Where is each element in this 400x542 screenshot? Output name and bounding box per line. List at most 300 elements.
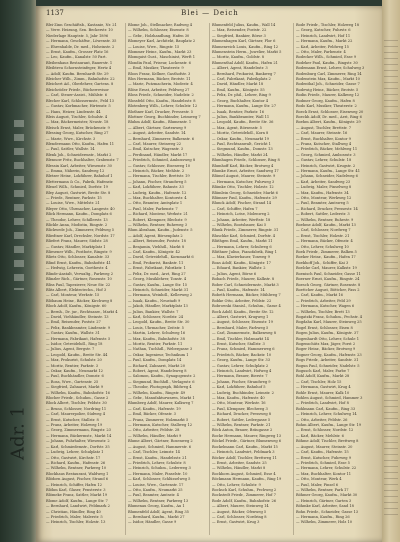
directory-entry: — Otto, Kaufm., Neumarkt 25 — [128, 487, 183, 492]
directory-entry: — Wilhelm, Bootsbauer, Kai 5 — [212, 223, 267, 228]
directory-entry: Blendermann Otto, Kaufm., Hafen 11 — [46, 141, 115, 146]
directory-entry: Blöbaum Heinr., Bäcker, Kirchweg 8 — [46, 298, 113, 303]
directory-entry: — David, Viehhändler, Steinstr. 13 — [46, 314, 109, 319]
page-number: 1137 — [46, 9, 64, 17]
directory-entry: — Heinrich, Lotse, Molenweg 2 — [212, 212, 270, 217]
directory-entry: Bogdahn Karl, Maurer, Steinweg 25 — [296, 320, 362, 325]
directory-entry: — Johann, Fischer, Strandweg 9 — [212, 379, 271, 384]
directory-entry: — Georg, Kaufm., Lange Str. 33 — [212, 358, 271, 363]
directory-entry: — Louise, Wwe., Gartenstr. 17 — [128, 482, 184, 487]
directory-entry: — Ernst, Fabrikant, Fabrikstr. 1 — [128, 266, 186, 271]
directory-entry: — Hermann, Kutscher, Stallweg 12 — [128, 423, 193, 428]
directory-entry: Bobach Friedr., Maurer, Kalkstr. 8 — [212, 277, 275, 282]
directory-entry: Blome Joh., Stellmacher, Radweg 4 — [128, 23, 193, 27]
facing-page-edge — [382, 0, 400, 542]
directory-entry: — Johann, Fuhrhalter, Wiesenstr. 2 — [46, 439, 110, 444]
directory-entry: — Heinrich, Gastwirt, Krugstr. 2 — [296, 163, 356, 168]
directory-entry: — Otto, Lehrer, Schulstr. 9 — [212, 482, 261, 487]
directory-entry: Blickle Anna, Modistin, Ringstr. 2 — [46, 223, 108, 228]
directory-entry: — Hermann, Weinhdl., Kellerweg 2 — [128, 293, 193, 298]
directory-entry: — Wilhelm, Händler, Markt 24 — [212, 152, 268, 157]
directory-entry: — Georg, Schmied, Ambossstr. 3 — [296, 152, 356, 157]
directory-entry: — Friedrich, Schmied, Ambossweg 8 — [128, 158, 196, 163]
directory-entry: — Ernst, Kutscher, Fuhrweg 9 — [296, 455, 352, 460]
directory-entry: — Hermann, Lehrer, Schulweg 6 — [212, 244, 272, 249]
directory-entry: Blickwede Joh., Zimmerer, Feldweg 5 — [46, 228, 115, 233]
directory-entry: — August, Bäcker, Ofenweg 5 — [212, 509, 267, 514]
directory-entry: — Ernst, Gastwirt, Krug 3 — [212, 520, 260, 525]
directory-entry: — August, Tischler, Brettstr. 7 — [296, 125, 351, 130]
directory-entry: Bockhorn August, Schmied, Esse 4 — [212, 471, 276, 476]
directory-entry: Böhme Adolf, Tischler, Brettweg 8 — [296, 439, 359, 444]
directory-entry: — Gebr., Holzhandlung, Hafen 30 — [128, 33, 190, 38]
directory-entry: — Carl, Kaufm., Hafenstr. 15 — [296, 450, 349, 455]
directory-entry: Bley August, Gastwirt, Breite Str. 8 — [46, 190, 111, 195]
directory-entry: — Isidor, Händler, Gasse 9 — [128, 520, 177, 525]
directory-entry: Bloss Friedr., Schneider, Nadelstr. 2 — [128, 93, 194, 98]
directory-entry: — Emil, Kaufm., Königstr. 55 — [212, 87, 265, 92]
directory-entry: Boerner Ernst, Kaufm., Ringstr. 24 — [296, 277, 360, 282]
directory-entry: — Salomon, Kaufm., Synagogenstr. 2 — [128, 374, 196, 379]
directory-entry: — Carl, Kaufm., Markt 16 — [296, 293, 343, 298]
directory-entry: — David, Händler, Markt 18 — [212, 82, 264, 87]
directory-entry: — Friedrich, Bäcker, Backstr. 10 — [212, 352, 272, 357]
directory-entry: — Emil, Tischler, Holzmarkt 14 — [212, 336, 269, 341]
directory-entry: — Ernst, Tischler, Holzstr. 21 — [296, 233, 350, 238]
directory-entry: Böck Anton, Brauer, Bräugasse 2 — [212, 428, 273, 433]
directory-entry: Blümner Paul, Kaufm., Hafenstr. 29 — [212, 196, 277, 200]
directory-entry: — Ludwig, Buchbinder, Leimstr. 2 — [212, 390, 274, 395]
directory-entry: — Otto, Arbeiter, Feldstr. 28 — [128, 428, 180, 433]
directory-entry: — Gebr., Manufakturwaren, Markt 1 — [128, 396, 195, 401]
directory-entry: — Ernst, Buchhalter, Kontor 9 — [296, 136, 351, 141]
directory-entry: Bohl Adolf, Kaufm., Markt 28 — [296, 374, 350, 379]
directory-entry: Bohle Ernst, Maurer, Kalk 10 — [296, 390, 350, 395]
directory-entry: — Bernhard, Landwirt, Feldmark 2 — [46, 504, 110, 509]
directory-entry: — Georg, Buchhalter, Kontor 4 — [212, 98, 269, 103]
directory-entry: — Bernhard, Maler, Farbweg 5 — [212, 325, 269, 330]
directory-entry: — Hermann, Kutscher, Fuhrweg 3 — [212, 179, 275, 184]
directory-entry: — Albert, Gastwirt, Krugweg 1 — [212, 314, 269, 319]
text-column-3 — [212, 23, 290, 538]
directory-entry: — Hermann, Gastwirt, Krug 4 — [296, 385, 351, 390]
directory-entry: Blei-Zinn Geschäftsb., Kastanie, Nr. 21 — [46, 23, 117, 27]
directory-entry: — Heinrich, Landwirt, Hof 11 — [296, 33, 351, 38]
directory-entry: — Ernst, Kutscher, Stallstr. 3 — [212, 341, 265, 346]
column-rule — [293, 23, 294, 535]
directory-entry: — Max, Agent, Börsenstr. 5 — [212, 125, 262, 130]
directory-entry: — Moritz, Getreidehdl., Korn 8 — [212, 131, 269, 136]
directory-entry: — Wilhelm, Rentner, Parkweg 13 — [128, 498, 189, 503]
directory-entry: — Richard, Drucker, Pressestr. 14 — [296, 206, 358, 211]
directory-entry: Blunck Adolf, Fischer, Strand 14 — [212, 201, 272, 206]
directory-entry: — Robert, Sattler, Ledergasse 5 — [212, 417, 271, 422]
directory-entry: — Heinrich, Schiffer, Hafen 12 — [46, 482, 102, 487]
directory-entry: Bodeker Paul, Kaufm., Ringstr. 30 — [296, 60, 358, 65]
directory-entry: — Carl, Schlosser, Nordring 8 — [212, 514, 267, 519]
directory-entry: — Carl, Tischler, Leimstr. 14 — [128, 450, 180, 455]
directory-entry: Bode Friedr., Tischler, Holzweg 18 — [296, 23, 360, 27]
directory-entry: Boenisch Paul, Schneider, Gasse 11 — [296, 271, 361, 276]
directory-entry: Blumke Ernst, Arbeiter, Sandweg 17 — [212, 168, 279, 173]
text-column-4 — [296, 23, 376, 538]
directory-entry: — Heinrich, Tischler, Holzstr. 13 — [46, 520, 106, 525]
directory-entry: — Max, Kaufm., Hafenstr. 40 — [212, 396, 265, 401]
directory-entry: — Julius, Bankier, Wallstr. 7 — [128, 309, 179, 314]
directory-entry: — Oskar, Ingenieur, Technikum 1 — [128, 352, 189, 357]
directory-entry: — Paul, Maler, Pinsel 6 — [296, 482, 339, 487]
directory-entry: — Siegmund, Kaufm., Domstr. 13 — [212, 147, 273, 152]
directory-entry: — Hermann, Kaufm., Ring 26 — [296, 514, 350, 519]
directory-entry: — Julius, Bankbeamter, Wall 11 — [212, 114, 270, 119]
directory-entry: — Hermann, Tischler, Brettstr. 19 — [128, 174, 190, 179]
directory-entry: Bletzer Heinr., Lokführer, Bahnhof 1 — [46, 174, 113, 179]
directory-entry: Blöhm Karl, Glaser, Fensterstr. 3 — [46, 487, 106, 492]
directory-entry: — Richard, Monteur, Werkstr. 21 — [128, 212, 188, 217]
directory-entry: — Albert, Agent, Handelsstr. 3 — [212, 66, 268, 71]
directory-entry: Bockstedt Friedr., Zimmerer, Hof 7 — [212, 493, 276, 498]
directory-entry: — Karl, Arbeiter, Feldweg 15 — [296, 44, 349, 49]
directory-entry: — Carl, Zimmermstr., Balkenweg 8 — [212, 331, 277, 336]
directory-entry: — Wilhelm, Tischler, Brett 13 — [296, 309, 350, 314]
directory-entry: Bliedtner Karl, Drechsler, Nordstr. 17 — [46, 233, 115, 238]
directory-entry: — Heinrich, Landwirt, Hofweg 4 — [212, 369, 272, 373]
directory-entry: Blick Hermann, Kaufm., Domplatz 6 — [46, 212, 112, 217]
directory-entry: — Gustav, Händler, Marktplatz 1 — [46, 244, 106, 249]
directory-entry: Bleibtreu Schornsteinfeger, Hertz 4 — [46, 66, 112, 71]
directory-entry: Bockelmann Carl, Kaufm., Markt 15 — [212, 444, 278, 449]
directory-entry: Boehm Albert, Kaufm., Königstr. 29 — [296, 120, 361, 125]
directory-entry: — Adolf, Kaufm. Bernhardt Str. 29 — [46, 71, 109, 76]
directory-entry: Blommer Heinr., Kaufm., Markt 23 — [128, 50, 192, 55]
facing-page-text — [384, 40, 398, 520]
directory-entry: Blome Adolf, Kaufm., Lange Str. 7 — [46, 498, 108, 503]
book-spine — [0, 0, 36, 542]
directory-entry: Blinzler Rich., Gärtner, Rosenstr. 10 — [46, 277, 112, 282]
directory-entry: Blüthner Julius, Pianofabrik, Ring 1 — [212, 250, 277, 255]
directory-entry: — Oskar, Kaufm., Neumarkt 19 — [212, 136, 269, 141]
directory-entry: Blondin Paul, Friseur, Lockenstr. 6 — [128, 60, 191, 65]
directory-entry: — Marie, Putzmacherin, Modestr. 4 — [128, 82, 193, 87]
directory-entry: Blümel August, Maurer, Steinstr. 9 — [212, 174, 276, 179]
directory-entry: — Johann, Schneider, Nadelweg 6 — [296, 174, 358, 179]
directory-entry: — Louise, Wwe., Ringstr. 15 — [128, 44, 180, 49]
directory-entry: Blos Hermann, Bäcker, Brotstr. 11 — [128, 77, 191, 82]
directory-entry: — Carl, Schiffer, Hafen 7 — [212, 206, 258, 211]
directory-entry: Bogner Georg, Kaufm., Hafenstr. 23 — [296, 352, 362, 357]
directory-entry: Blothner Karl, Drucker, Pressestr. 5 — [128, 109, 194, 114]
directory-entry: — Moritz, Kaufm., Goldstr. 8 — [212, 55, 265, 60]
directory-entry: Bobke Otto, Arbeiter, Feldstr. 22 — [212, 298, 272, 303]
directory-entry: — Ludwig, Lehrer, Schulplatz 1 — [46, 450, 104, 455]
directory-entry: Blessin Karl, Arbeiter, Wiesenstr. 30 — [46, 163, 112, 168]
directory-entry: Bodemann Ernst, Lehrer, Schulweg 3 — [296, 66, 365, 71]
directory-entry: Bogenhardt Otto, Lehrer, Schule 1 — [296, 336, 359, 341]
directory-entry: — Hermann, Fabrikant, Hafenstr. 5 — [46, 336, 111, 341]
directory-entry: Blümke Otto, Tischler, Holzstr. 12 — [212, 185, 274, 190]
text-column-2 — [128, 23, 206, 538]
directory-entry: — Julius, Agent, Bergstr. 7 — [46, 347, 95, 352]
page-header — [44, 9, 376, 21]
directory-entry: — Hermann, Lehrer, Schulstr. 22 — [296, 466, 357, 471]
directory-entry: Bogel Ernst, Schlosser, Eisen 8 — [296, 325, 353, 330]
directory-entry: — Felix, Bankbeamter, Lindenstr. 9 — [46, 325, 110, 330]
directory-entry: — Heinrich, Schneider, Markt 31 — [128, 287, 189, 292]
directory-entry: Böckel Friedr., Gärtner, Blumenweg 6 — [212, 439, 282, 444]
directory-entry: — Carl, Maurer, Steinweg 22 — [128, 141, 182, 146]
directory-entry: — Ernst, Kaufm., Handelsstr. 21 — [128, 455, 187, 460]
directory-entry: Blumenhagen Karl, Gärtner, Flor 6 — [212, 39, 276, 44]
directory-entry: Bodin Friedr., Maurer, Kalkweg 12 — [296, 93, 360, 98]
directory-entry: Blennow Fritz, Buchhalter, Grabenstr. 7 — [46, 158, 119, 163]
directory-entry: — Emil, Kutscher, Wagenstr. 3 — [128, 147, 184, 152]
directory-entry: — Wilhelm, Schlosser, Eisenstr. 8 — [128, 28, 189, 33]
directory-entry: — Otto, Maler, Farbenstr. 4 — [296, 50, 346, 55]
directory-entry: Blume Albert, Gärtner, Rosenweg 2 — [128, 439, 193, 444]
directory-entry: — Karl, Schlosser, Nordstr. 24 — [128, 314, 184, 319]
directory-entry: — Max, Klavierbauer, Tonweg 9 — [212, 255, 270, 260]
directory-entry: Bodenstein Max, Kaufm., Markt 10 — [296, 77, 360, 82]
directory-entry: — Carl, Maurer, Steinstr. 16 — [296, 131, 348, 136]
directory-entry: Bluhm Adolf, Kaufm., Blumenstr. 1 — [128, 120, 192, 125]
directory-entry: — Friedrich, Lehrer, Schulstr. 8 — [128, 460, 186, 465]
directory-entry: Boettcher August, Böttcher, Fass 2 — [296, 287, 360, 292]
directory-entry: Bleichröder Friedr., Bücherrevisor — [46, 87, 109, 92]
directory-entry: — Emil, Prokurist, Bankstr. 11 — [128, 260, 184, 265]
directory-entry: — Bruno, Schlosser, Nordring 11 — [46, 406, 107, 411]
directory-entry: Bodenburg Carl, Zimmerer, Ring 14 — [296, 71, 362, 76]
directory-entry: Block Albert, Tischler, Feldstr. 30 — [46, 401, 107, 406]
directory-entry: — Verw. Heizung, Sen. Beckerstr. 10 — [46, 28, 113, 33]
directory-entry: Blenk Joh., Schneidermstr., Markt 2 — [46, 152, 112, 157]
directory-entry: — David, Getreidehdl., Kornmarkt 6 — [128, 255, 194, 260]
directory-entry: — Isaak, Kaufm., Neustadt 9 — [128, 298, 181, 303]
directory-entry: — Bernhard, Kaufm., Markt 27 — [128, 514, 185, 519]
directory-entry: Bodmer Georg, Kaufm., Hafen 8 — [296, 98, 355, 103]
directory-entry: Bleicher Wilh., Zimm., Bahnhofstr. 22 — [46, 77, 115, 82]
directory-entry: Boekhoff Joh., Schiffer, Kai 3 — [296, 260, 349, 265]
directory-entry: — Max, Buchhalter, Kontor 11 — [296, 471, 352, 476]
directory-entry: Boas Adolf, Kaufm., Königstr. 17 — [212, 260, 271, 265]
directory-entry: Blecher Karl, Schlossermstr., Feld 13 — [46, 98, 114, 103]
directory-entry: — Hermann, Bäckermstr., Markt 14 — [46, 433, 112, 438]
directory-entry: — Johann, Arbeiter, Werftstr. 18 — [212, 217, 271, 222]
directory-entry: — Wilhelm, Rentner, Ruheweg 3 — [128, 223, 187, 228]
directory-entry: — Hermann, Maler, Pinselstr. 10 — [128, 471, 188, 476]
directory-entry: Blödorn August, Fischer, Strand 6 — [46, 477, 109, 482]
directory-entry: — Wilhelm, Kaufm., Bahnhofstr. 16 — [46, 390, 110, 395]
directory-entry: Boeker Heinr., Kaufm., Hafen 17 — [296, 255, 356, 260]
directory-entry: Blossfeld Otto, Kaufm., Handelsstr. 8 — [128, 98, 196, 103]
directory-entry: — Franz, Kutscher, Stallweg 4 — [296, 141, 352, 146]
directory-entry: — Hermann, Kaufm., Lange Str. 41 — [296, 168, 360, 173]
directory-entry: — Louis, Uhrmacher, Zeitstr. 5 — [128, 325, 184, 330]
directory-entry: Bogenschütz Max, Jäger, Forst 2 — [296, 341, 356, 346]
directory-entry: — Robert, Sattler, Lederstr. 3 — [296, 212, 350, 217]
directory-entry: — Gustav, Schlosser, Eisenweg 10 — [128, 163, 191, 168]
directory-entry: — Emil, Reisender, Poststr. 27 — [46, 320, 101, 325]
directory-entry: Blettermann & Co., Fabrik, Hafenstr. — [46, 179, 114, 184]
directory-entry: Bohlmann Carl, Kaufm., Ring 33 — [296, 406, 356, 411]
directory-entry: — Martin, Lehrer, Schulweg 16 — [128, 331, 186, 336]
directory-entry: — Gustav, Kaufm., Wallstr. 31 — [46, 331, 100, 336]
directory-entry: Bleis August, Tischler, Schulstr. 4 — [46, 114, 108, 119]
directory-entry: — Ludwig, Maler, Pinselweg 8 — [296, 185, 352, 190]
directory-entry: — Bernhard, Zimmerer, Balkenstr. 6 — [128, 136, 195, 141]
directory-entry: — Wilhelm, Kaufm., Ringstr. 49 — [128, 390, 186, 395]
directory-entry: — Wilhelm, Händler, Markt 8 — [212, 466, 266, 471]
directory-entry: — Carl, Kaufm., Königstr. 42 — [128, 250, 181, 255]
directory-entry: Bluschke Karl, Schmied, Dorfstr. 4 — [212, 233, 276, 238]
directory-entry: — Franz, Schmied, Hammerweg 6 — [212, 347, 275, 352]
directory-entry: Boeckh Adolf, Dr. med., Arzt, Ring 6 — [296, 114, 362, 119]
directory-entry: Boger Heinr., Bäcker, Brotweg 9 — [296, 347, 356, 352]
directory-entry: Bleuel Wilh., Schmied, Dorfstr. 19 — [46, 185, 108, 190]
directory-entry: Blumenau Georg, Kaufm., Au 1 — [128, 504, 185, 509]
directory-entry: — Heinrich, Gärtner, Garten 3 — [296, 498, 352, 503]
directory-entry: — Siegmund, Buchhdl., Verlagsstr. 6 — [128, 379, 195, 384]
directory-entry: — Paul, Beamter, Amtsweg 5 — [296, 201, 349, 206]
directory-entry: Blumenthal Adolf, Kaufm., Hafen 21 — [212, 60, 278, 65]
directory-entry: — Karl, Lokführer, Bahnhof 5 — [212, 385, 266, 390]
directory-entry: Blumenstein Herm., Juwelier, Markt 5 — [212, 50, 282, 55]
directory-entry: — Heinrich, Bäcker, Mehlstr. 2 — [128, 168, 185, 173]
directory-entry: — Georg, Kutscher, Fuhrstr. 6 — [296, 28, 351, 33]
directory-entry: — Moritz, Rentier, Parkstr. 11 — [128, 341, 183, 346]
directory-entry: Boek Friedr., Zimmerer, Balken 5 — [296, 250, 357, 255]
directory-entry: Bogun Paul, Schneider, Nadelstr. 5 — [296, 363, 360, 368]
directory-entry: — Paul, Kaufm., Domplatz 14 — [128, 358, 182, 363]
directory-entry: — Ernst, Arbeiter, Sandstr. 25 — [212, 460, 267, 465]
directory-entry: — Moritz, Rentier, Parkstr. 3 — [46, 363, 99, 368]
directory-entry: — Albert, Reisender, Poststr. 18 — [128, 239, 186, 244]
directory-entry: — Paul, Rechtsanwalt, Gericht 1 — [212, 141, 271, 146]
directory-entry: Bocksch Karl, Schuhm., Pechweg 2 — [212, 487, 277, 492]
directory-entry: — Felix, Dr. phil., Lehrer, Ring 9 — [212, 93, 271, 98]
spine-label: Adr. 1 — [7, 405, 29, 461]
directory-entry: Blocher Friedr., Schuhm., Gasse 2 — [46, 396, 109, 401]
directory-entry: Bodecker Wilh., Schmied, Esse 9 — [296, 55, 357, 60]
directory-entry: — Wilhelm, Zimmerer, Holz 10 — [296, 520, 353, 525]
directory-entry: Blotenberg Wilh., Lehrer, Schulstr. 12 — [128, 104, 198, 109]
directory-entry: — Hermann, Bäcker, Ofenstr. 4 — [296, 239, 353, 244]
directory-entry: — August, Maurer, Steinstr. 20 — [296, 444, 353, 449]
directory-entry: — Marie, Wwe., Kirchstr. 3 — [46, 136, 96, 141]
directory-entry: Blomeyer Karl, Architekt, Bauplatz 2 — [128, 39, 196, 44]
directory-entry: Bleichert Ad., Oberlehrer, Gartens. 8 — [46, 82, 114, 87]
directory-entry: — Gustav, Kaufm., Lange Str. 15 — [128, 282, 188, 287]
directory-entry: — Karl, Lokführer, Bahnstr. 33 — [128, 185, 184, 190]
directory-entry: Blomquist Gust., Maschinist, Werft 1 — [128, 55, 196, 60]
directory-entry: — Wilhelm, Rentner, Ruhestr. 9 — [296, 217, 354, 222]
directory-entry: Bloch Adolf, Kaufm., Königstr. 60 — [46, 304, 107, 309]
directory-entry: — Carl, Tischler, Holz 15 — [296, 379, 342, 384]
directory-entry: — Ernst, Kutscher, Stallstr. 8 — [46, 417, 99, 422]
directory-entry: — Isaak, Rentier, Parkstr. 16 — [212, 109, 264, 114]
directory-entry: — Karl, Schlosser, Schlüsselweg 5 — [128, 477, 191, 482]
directory-entry: — Emil, Musiker, Theaterstr. 9 — [128, 66, 184, 71]
directory-entry: — Friedrich, Landwirt, Hof 8 — [296, 401, 349, 406]
directory-entry: — Otto, Monteur, Werk 4 — [296, 477, 342, 482]
directory-entry: — Emma, Näherin, Sandweg 12 — [46, 168, 105, 173]
directory-entry: — Theodor, Photograph, Bildweg 4 — [128, 385, 192, 390]
directory-entry: — Paul, Klempner, Blechweg 3 — [212, 406, 268, 411]
directory-entry: Blessing Georg, Kutscher, Ring 27 — [46, 131, 109, 136]
directory-entry: — Adolf, Agent, Börsenplatz 2 — [128, 233, 183, 238]
directory-entry: Böhmer Georg, Kaufm., Markt 30 — [296, 493, 358, 498]
directory-entry: Böcker Adolf, Tischler, Brettweg 11 — [212, 455, 277, 460]
directory-entry: — Carl, Maurerpolier, Südweg 4 — [46, 412, 105, 417]
directory-entry: — Paul, Buchhändler, Domstr. 6 — [46, 374, 104, 379]
directory-entry: Blumhoff Karl, Bäcker, Brotweg 4 — [212, 163, 274, 168]
directory-entry: — Otto, Monteur, Werkstr. 16 — [212, 401, 266, 406]
directory-entry: — Paul, Maler, Farbenstr. 7 — [128, 206, 178, 211]
directory-entry: Bogen Julius, Kaufm., Königstr. 37 — [296, 331, 359, 336]
running-head: Blei — Deich — [181, 9, 239, 17]
directory-entry: — Otto, Gastwirt, Kirchstr. 17 — [46, 455, 101, 460]
directory-entry: — Carl, Fabrikant, Fabrikplatz 2 — [212, 77, 271, 82]
directory-entry: — Ferdinand, Händler, Markt 17 — [128, 152, 188, 157]
directory-entry: — Max, Bäckermeister, Neustr. 18 — [46, 120, 109, 125]
directory-entry: Bliefert Franz, Maurer, Südstr. 28 — [46, 239, 108, 244]
directory-entry: Blöse Ernst, Arbeiter, Feldweg 27 — [128, 87, 190, 92]
directory-entry: Bliesener Wilh., Postbote, Ringstr. 9 — [46, 250, 112, 255]
directory-entry: — Robert, Klempner, Blechstr. 9 — [128, 217, 187, 222]
directory-entry: Bodenthal Joh., Schneider, Gasse 7 — [296, 82, 360, 87]
directory-entry: Bleyer Otto, Uhrmacher, Langestr. 40 — [46, 206, 115, 211]
directory-entry: — Max, Kaufm., Bahnhofstr. 38 — [128, 336, 185, 341]
directory-entry: — Oskar, Kaufm., Neumarkt 12 — [46, 369, 103, 373]
directory-entry: Bleibenhaus Restaurant, Bauerstr. 1 — [46, 60, 113, 65]
directory-entry: — Hans, Heizer, Lindenstr. 44 — [46, 109, 101, 114]
directory-entry: — Richard, Zahnarzt, Markt 20 — [128, 363, 185, 368]
directory-entry: Bohm Albert, Kaufm., Lange Str. 19 — [296, 423, 362, 428]
directory-entry: Blum Abraham, Kaufm., Judenstr. 5 — [128, 228, 193, 233]
directory-entry: — Carl, Steuer-Assist., Mühlstr. 6 — [46, 93, 107, 98]
directory-entry: — Gustav, Lehrer, Schulplatz 2 — [212, 363, 269, 368]
directory-entry: — Albert, Maurer, Steinweg 14 — [212, 504, 269, 509]
directory-entry: — Paul, Sattler, Wallstr. 14 — [46, 147, 95, 152]
directory-entry: — Karl, Arbeiter, Sandweg 23 — [296, 179, 351, 184]
directory-entry: — Max, Buchhalter, Kontorstr. 4 — [128, 196, 187, 200]
column-rule — [209, 23, 210, 535]
directory-entry: Blottner Georg, Buchbinder, Leimweg 7 — [128, 114, 201, 119]
directory-entry: Böhmke Karl, Arbeiter, Sand 18 — [296, 504, 354, 509]
directory-entry: — Friedrich, Schmied, Esse 5 — [296, 460, 350, 465]
directory-entry: — Wilhelm, Händler, Markt 9 — [128, 433, 182, 438]
directory-entry: — Paul, Kaufm., Hafenstr. 14 — [212, 287, 265, 292]
directory-entry: — Richard, Kaufm., Hafenstr. 26 — [46, 460, 106, 465]
directory-entry: — Gustav, Korbmacher, Hirtenstr. 5 — [46, 104, 111, 109]
directory-entry: Blind Ernst, Kaufm., Bahnhofstr. 41 — [46, 260, 111, 265]
directory-entry: — Louise, Wwe., Mittelstr. 21 — [46, 201, 100, 206]
directory-entry: Bloos Franz, Kellner, Gasthofstr. 3 — [128, 71, 191, 76]
directory-entry: Bobeth Hermann, Bäcker, Mühlweg 7 — [212, 293, 281, 298]
directory-entry: Blinde-Anstalt, Verwaltg., Parkweg 2 — [46, 271, 113, 276]
directory-entry: — Ernst, Schlosser, Nordstr. 12 — [296, 428, 354, 433]
directory-entry: — Karl, Schmiedemstr., Dorfstr. 35 — [46, 444, 110, 449]
directory-entry: — Hermann, Kutscher, Wagen 6 — [296, 304, 355, 309]
directory-entry: — Heinrich, Schuhm., Lederweg 3 — [128, 466, 191, 471]
directory-entry: Böckmann Hermann, Kaufm., Ring 19 — [212, 477, 282, 482]
directory-entry: — Carl, Schlosser, Nordweg 7 — [296, 228, 351, 233]
directory-entry: — Paul, Beamter, Amtsstr. 4 — [128, 493, 179, 498]
directory-entry: Bohn Friedr., Schneider, Gasse 13 — [296, 509, 359, 514]
directory-entry: — Hermann, Kaufm., Lange Str. 27 — [212, 104, 276, 109]
directory-entry: — Robert, Agent, Handelsweg 8 — [128, 369, 187, 373]
directory-page — [36, 6, 382, 542]
directory-entry: — Christian, Händler, Ring 40 — [46, 509, 101, 514]
